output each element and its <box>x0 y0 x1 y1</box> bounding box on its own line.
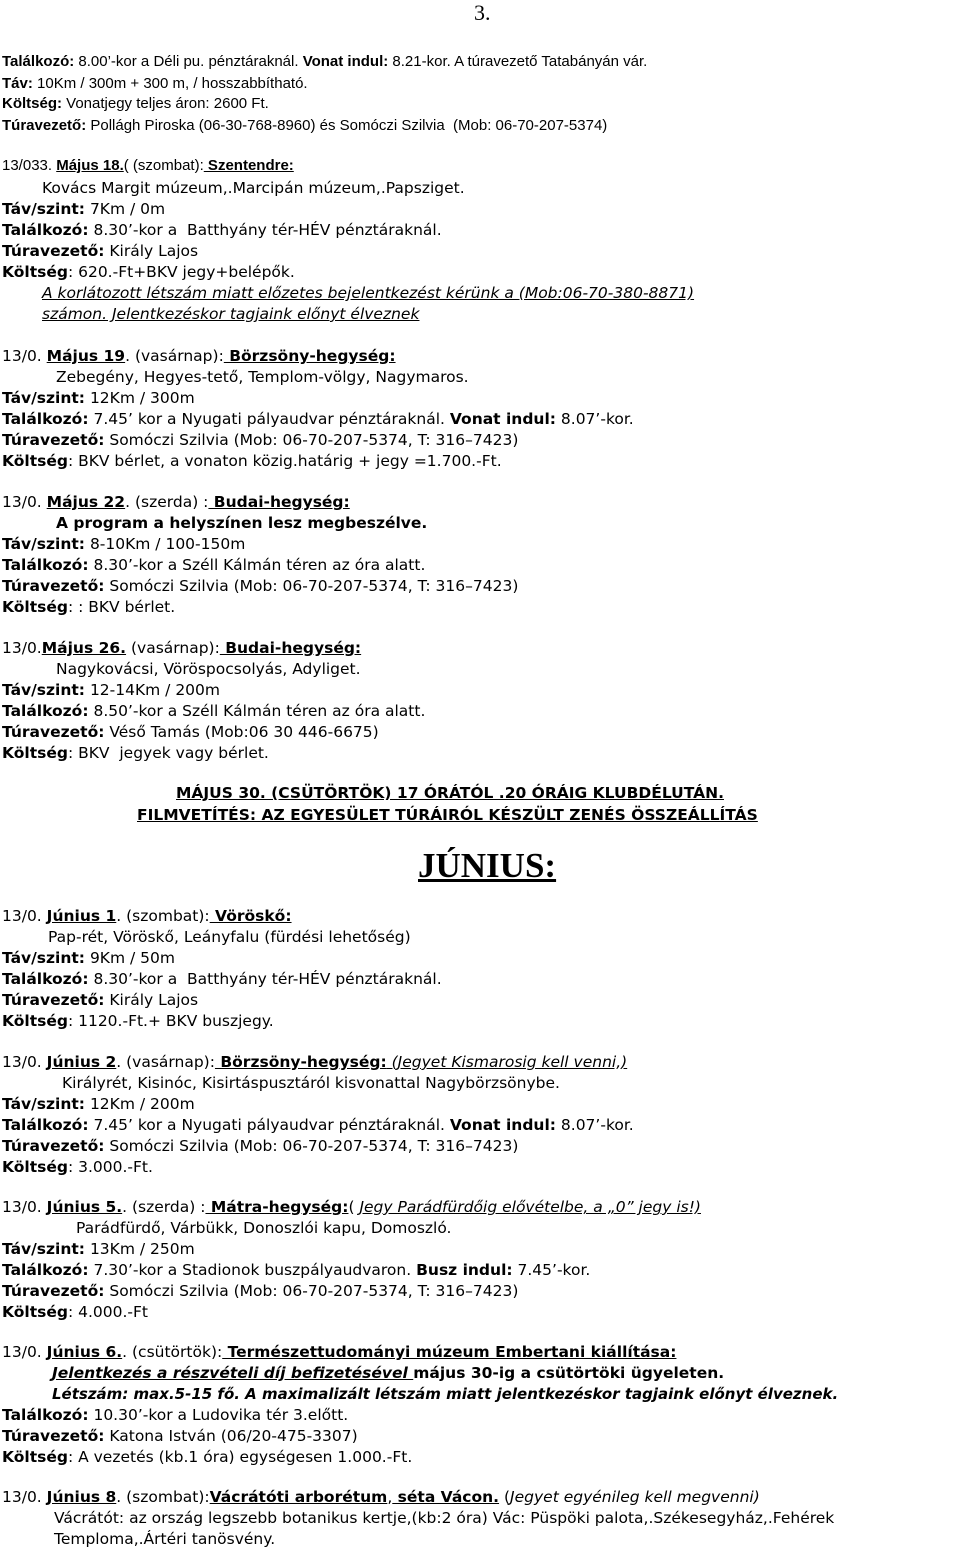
event-cost: Költség: 4.000.-Ft <box>2 1303 148 1321</box>
intro-distance-line <box>2 74 308 94</box>
event-guide: Túravezető: Somóczi Szilvia (Mob: 06-70-207-5374, T: 316–7423) <box>2 1137 519 1155</box>
event-cost: Költség: A vezetés (kb.1 óra) egységesen 1.000.-Ft. <box>2 1448 413 1466</box>
event-location: Szentendre: <box>203 157 294 174</box>
event-cost: Költség: 1120.-Ft.+ BKV buszjegy. <box>2 1012 274 1030</box>
event-route: Nagykovácsi, Vöröspocsolyás, Adyliget. <box>56 660 361 678</box>
event-route: Parádfürdő, Várbükk, Donoszlói kapu, Domoszló. <box>76 1219 452 1237</box>
event-meeting: Találkozó: 10.30’-kor a Ludovika tér 3.előtt. <box>2 1406 349 1424</box>
value: Vonatjegy teljes áron: 2600 Ft. <box>62 95 269 112</box>
event-heading: 13/0. Június 2. (vasárnap): Börzsöny-hegység: (Jegyet Kismarosig kell venni,) <box>2 1053 628 1071</box>
event-guide: Túravezető: Somóczi Szilvia (Mob: 06-70-207-5374, T: 316–7423) <box>2 1282 519 1300</box>
event-route: Zebegény, Hegyes-tető, Templom-völgy, Nagymaros. <box>56 368 469 386</box>
event-route: Királyrét, Kisinóc, Kisirtáspusztáról kisvonattal Nagybörzsönybe. <box>62 1074 560 1092</box>
event-date: Május 18. <box>56 157 124 174</box>
label: Találkozó: <box>2 53 75 70</box>
event-route: Vácrátót: az ország legszebb botanikus kertje,(kb:2 óra) Vác: Püspöki palota,.Székesegyház,.Fehérek <box>54 1509 835 1527</box>
event-heading: 13/0.Május 26. (vasárnap): Budai-hegység: <box>2 639 362 657</box>
event-distance: Táv/szint: 12Km / 300m <box>2 389 195 407</box>
event-meeting: Találkozó: 8.50’-kor a Széll Kálmán téren az óra alatt. <box>2 702 426 720</box>
event-distance: Táv/szint: 7Km / 0m <box>2 200 166 218</box>
event-heading: 13/0. Május 22. (szerda) : Budai-hegység: <box>2 493 350 511</box>
event-note: A korlátozott létszám miatt előzetes bejelentkezést kérünk a (Mob:06-70-380-8871) <box>42 284 695 302</box>
event-heading: 13/0. Június 6.. (csütörtök): Természettudományi múzeum Embertani kiállítása: <box>2 1343 677 1361</box>
event-guide: Túravezető: Somóczi Szilvia (Mob: 06-70-207-5374, T: 316–7423) <box>2 577 519 595</box>
intro-meeting-line <box>2 52 647 72</box>
event-meeting: Találkozó: 7.45’ kor a Nyugati pályaudvar pénztáraknál. Vonat indul: 8.07’-kor. <box>2 1116 634 1134</box>
event-cost: Költség: BKV jegyek vagy bérlet. <box>2 744 269 762</box>
event-route: Kovács Margit múzeum,.Marcipán múzeum,.Papsziget. <box>42 179 465 197</box>
event-distance: Táv/szint: 12Km / 200m <box>2 1095 195 1113</box>
event-guide: Túravezető: Véső Tamás (Mob:06 30 446-6675) <box>2 723 379 741</box>
event-route: A program a helyszínen lesz megbeszélve. <box>56 514 428 532</box>
month-heading: JÚNIUS: <box>418 846 557 885</box>
label: Vonat indul: <box>302 53 389 70</box>
event-distance: Táv/szint: 13Km / 250m <box>2 1240 195 1258</box>
page-number: 3. <box>474 0 491 25</box>
announcement-line-1: MÁJUS 30. (CSÜTÖRTÖK) 17 ÓRÁTÓL .20 ÓRÁIG KLUBDÉLUTÁN. <box>176 784 724 802</box>
event-cost: Költség: BKV bérlet, a vonaton közig.határig + jegy =1.700.-Ft. <box>2 452 502 470</box>
event-meeting: Találkozó: 7.45’ kor a Nyugati pályaudvar pénztáraknál. Vonat indul: 8.07’-kor. <box>2 410 634 428</box>
value: 10Km / 300m + 300 m, / hosszabbítható. <box>32 75 308 92</box>
intro-cost-line <box>2 94 269 114</box>
event-heading: 13/0. Június 5.. (szerda) : Mátra-hegység:( Jegy Parádfürdőig elővételbe, a „0” jegy is!) <box>2 1198 701 1216</box>
label: Táv: <box>2 75 33 92</box>
event-day: ( (szombat): <box>123 157 204 174</box>
event-distance: Táv/szint: 9Km / 50m <box>2 949 175 967</box>
value: 8.21-kor. A túravezető Tatabányán vár. <box>388 53 648 70</box>
event-distance: Táv/szint: 8-10Km / 100-150m <box>2 535 246 553</box>
event-note-cont: számon. Jelentkezéskor tagjaink előnyt élveznek <box>42 305 420 323</box>
event-route: Pap-rét, Vöröskő, Leányfalu (fürdési lehetőség) <box>48 928 411 946</box>
event-code: 13/033. <box>2 157 57 174</box>
event-guide: Túravezető: Király Lajos <box>2 991 199 1009</box>
event-guide: Túravezető: Király Lajos <box>2 242 199 260</box>
event-meeting: Találkozó: 8.30’-kor a Széll Kálmán téren az óra alatt. <box>2 556 426 574</box>
event-heading: 13/0. Június 8. (szombat):Vácrátóti arborétum, séta Vácon. (Jegyet egyénileg kell megvenni) <box>2 1488 760 1506</box>
event-heading <box>2 156 294 176</box>
event-meeting: Találkozó: 7.30’-kor a Stadionok buszpályaudvaron. Busz indul: 7.45’-kor. <box>2 1261 591 1279</box>
event-cost: Költség: : BKV bérlet. <box>2 598 176 616</box>
event-meeting: Találkozó: 8.30’-kor a Batthyány tér-HÉV pénztáraknál. <box>2 221 442 239</box>
event-capacity-note: Létszám: max.5-15 fő. A maximalizált létszám miatt jelentkezéskor tagjaink előnyt élveznek. <box>52 1385 839 1403</box>
event-cost: Költség: 620.-Ft+BKV jegy+belépők. <box>2 263 295 281</box>
event-heading: 13/0. Május 19. (vasárnap): Börzsöny-hegység: <box>2 347 396 365</box>
label: Költség: <box>2 95 62 112</box>
intro-guide-line <box>2 116 607 136</box>
label: Túravezető: <box>2 117 87 134</box>
value: Pollágh Piroska (06-30-768-8960) és Somóczi Szilvia (Mob: 06-70-207-5374) <box>86 117 608 134</box>
event-cost: Költség: 3.000.-Ft. <box>2 1158 153 1176</box>
event-route-cont: Temploma,.Ártéri tanösvény. <box>54 1530 276 1548</box>
event-meeting: Találkozó: 8.30’-kor a Batthyány tér-HÉV pénztáraknál. <box>2 970 442 988</box>
event-registration: Jelentkezés a részvételi díj befizetésével május 30-ig a csütörtöki ügyeleten. <box>52 1364 725 1382</box>
event-guide: Túravezető: Katona István (06/20-475-3307) <box>2 1427 358 1445</box>
event-distance: Táv/szint: 12-14Km / 200m <box>2 681 221 699</box>
event-guide: Túravezető: Somóczi Szilvia (Mob: 06-70-207-5374, T: 316–7423) <box>2 431 519 449</box>
event-heading: 13/0. Június 1. (szombat): Vöröskő: <box>2 907 292 925</box>
value: 8.00’-kor a Déli pu. pénztáraknál. <box>74 53 303 70</box>
announcement-line-2: FILMVETÍTÉS: AZ EGYESÜLET TÚRÁIRÓL KÉSZÜLT ZENÉS ÖSSZEÁLLÍTÁS <box>137 806 758 824</box>
